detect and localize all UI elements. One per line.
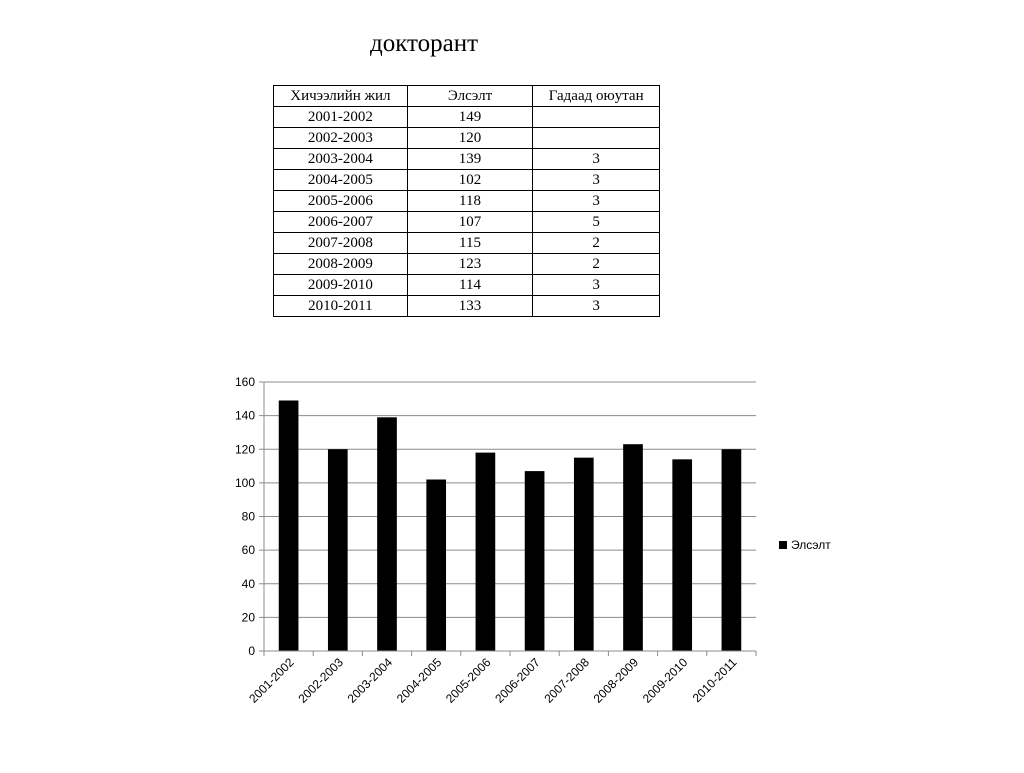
y-tick-label: 120	[234, 442, 255, 457]
cell-foreign: 3	[533, 170, 660, 191]
cell-year: 2008-2009	[274, 254, 408, 275]
cell-enrollment: 114	[407, 275, 533, 296]
x-tick-label: 2007-2008	[541, 655, 592, 706]
y-tick-label: 80	[241, 509, 255, 524]
cell-year: 2009-2010	[274, 275, 408, 296]
legend-label: Элсэлт	[791, 538, 831, 552]
x-tick-label: 2003-2004	[344, 655, 396, 706]
bar	[574, 458, 594, 651]
bar	[328, 449, 348, 651]
x-tick-label: 2005-2006	[443, 655, 494, 706]
header-year: Хичээлийн жил	[274, 86, 408, 107]
x-tick-label: 2002-2003	[295, 655, 346, 706]
cell-foreign: 3	[533, 296, 660, 317]
table-row	[274, 233, 660, 254]
table-row	[274, 191, 660, 212]
cell-foreign: 2	[533, 233, 660, 254]
bar	[377, 417, 397, 651]
bar	[525, 471, 545, 651]
x-tick-label: 2004-2005	[393, 655, 445, 706]
x-tick-label: 2010-2011	[689, 655, 740, 706]
cell-year: 2001-2002	[274, 107, 408, 128]
x-tick-label: 2001-2002	[246, 655, 297, 706]
cell-year: 2004-2005	[274, 170, 408, 191]
table-row	[274, 149, 660, 170]
table-row	[274, 296, 660, 317]
bar	[426, 480, 446, 651]
cell-foreign	[533, 128, 660, 149]
legend-swatch	[779, 541, 787, 549]
cell-enrollment: 123	[407, 254, 533, 275]
table-row	[274, 212, 660, 233]
cell-enrollment: 115	[407, 233, 533, 254]
cell-year: 2010-2011	[274, 296, 408, 317]
slide-title: докторант	[369, 30, 479, 57]
cell-foreign: 3	[533, 149, 660, 170]
cell-enrollment: 107	[407, 212, 533, 233]
y-tick-label: 20	[241, 610, 255, 625]
table-row	[274, 107, 660, 128]
y-tick-label: 160	[234, 375, 255, 389]
table-row	[274, 275, 660, 296]
table-row	[274, 170, 660, 191]
table-row	[274, 128, 660, 149]
bar	[623, 444, 643, 651]
cell-foreign: 3	[533, 275, 660, 296]
x-tick-label: 2008-2009	[590, 655, 642, 706]
y-tick-label: 60	[241, 543, 255, 558]
y-tick-label: 40	[241, 576, 255, 591]
cell-enrollment: 139	[407, 149, 533, 170]
cell-enrollment: 102	[407, 170, 533, 191]
cell-year: 2002-2003	[274, 128, 408, 149]
cell-enrollment: 118	[407, 191, 533, 212]
cell-year: 2006-2007	[274, 212, 408, 233]
header-foreign-students: Гадаад оюутан	[533, 86, 660, 107]
header-enrollment: Элсэлт	[407, 86, 533, 107]
cell-year: 2003-2004	[274, 149, 408, 170]
x-tick-label: 2006-2007	[492, 655, 543, 706]
table-row	[274, 254, 660, 275]
data-table	[273, 85, 660, 317]
bar	[722, 449, 742, 651]
x-tick-label: 2009-2010	[639, 655, 691, 706]
cell-foreign: 5	[533, 212, 660, 233]
cell-year: 2005-2006	[274, 191, 408, 212]
bar	[476, 453, 496, 651]
y-tick-label: 0	[248, 644, 255, 658]
y-tick-label: 140	[234, 408, 255, 423]
cell-foreign: 3	[533, 191, 660, 212]
cell-year: 2007-2008	[274, 233, 408, 254]
bar	[672, 459, 692, 651]
chart-legend	[779, 538, 831, 552]
cell-enrollment: 120	[407, 128, 533, 149]
cell-enrollment: 149	[407, 107, 533, 128]
table-header-row	[274, 86, 660, 107]
cell-foreign	[533, 107, 660, 128]
bar	[279, 400, 299, 651]
cell-enrollment: 133	[407, 296, 533, 317]
cell-foreign: 2	[533, 254, 660, 275]
y-tick-label: 100	[234, 475, 255, 490]
